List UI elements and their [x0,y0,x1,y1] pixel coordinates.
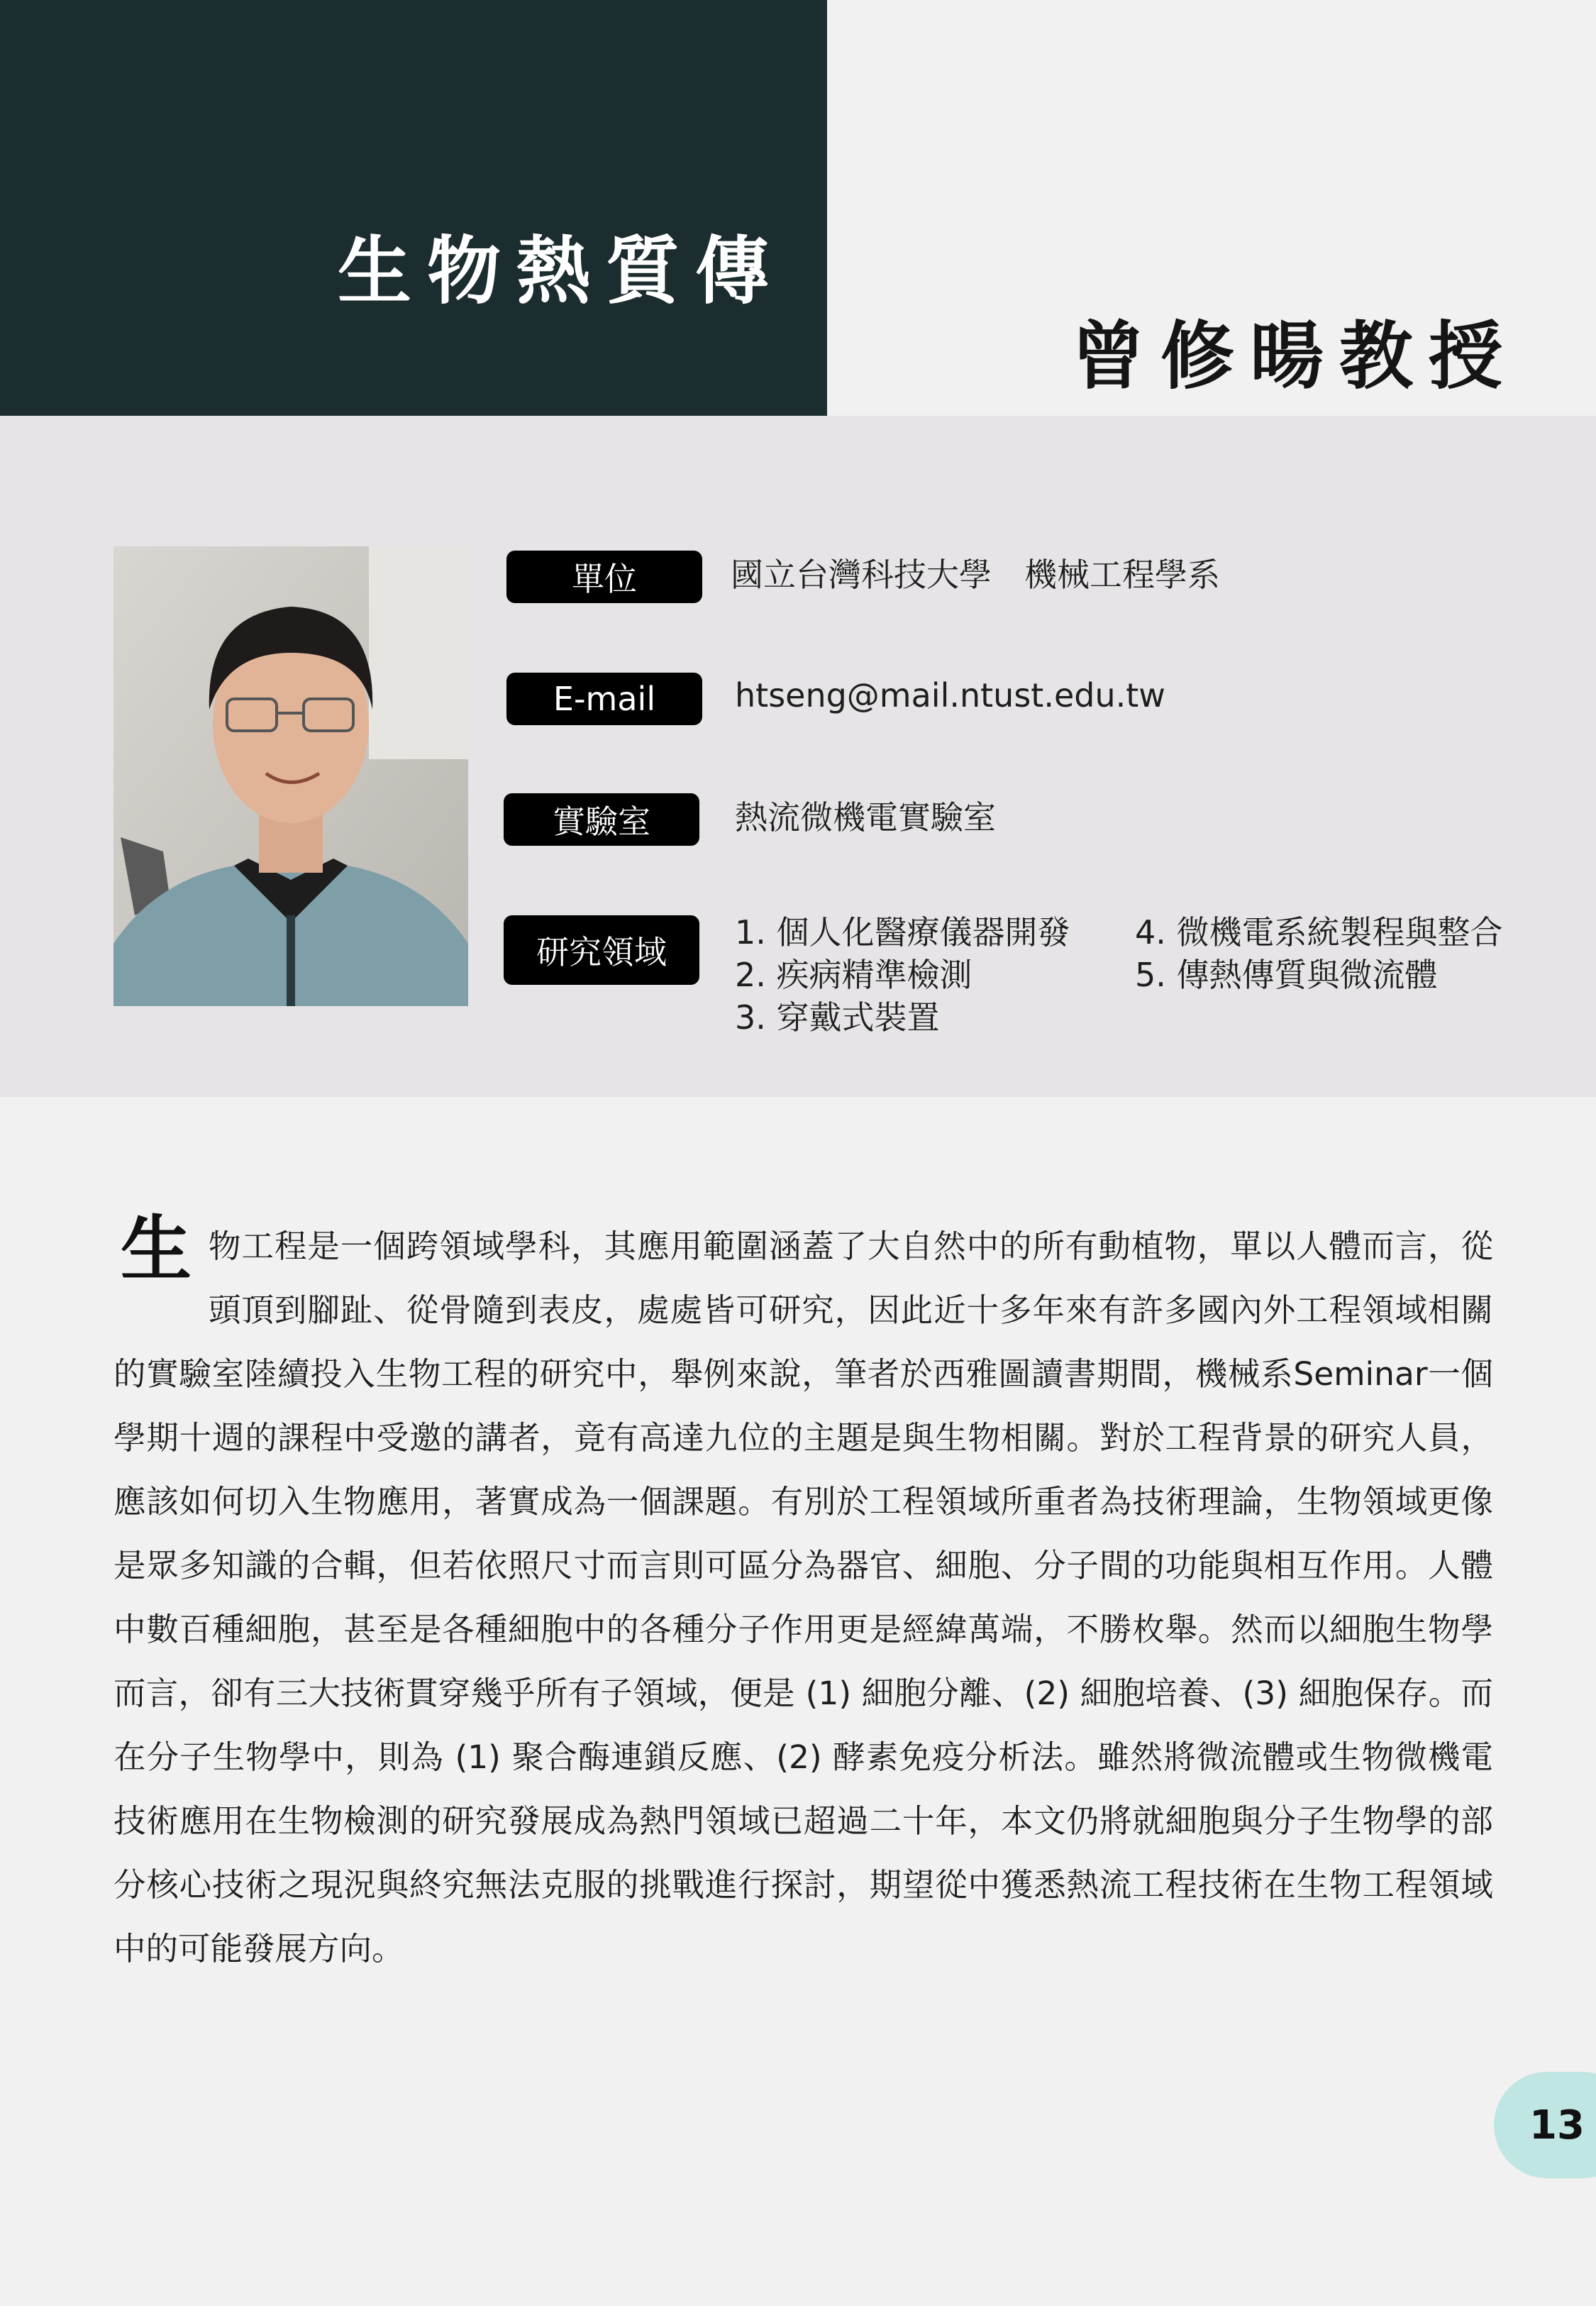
author-photo [113,546,468,1006]
portrait-illustration [113,546,468,1006]
article-body [113,1208,1493,1981]
email-label: E-mail [506,673,702,725]
article-title: 生物熱質傳 [337,227,785,314]
email-value[interactable]: htseng@mail.ntust.edu.tw [735,676,1165,715]
research-list-col2 [1135,911,1503,996]
lab-value: 熱流微機電實驗室 [735,798,996,837]
drop-cap: 生 [121,1208,192,1291]
article-paragraph: 物工程是一個跨領域學科，其應用範圍涵蓋了大自然中的所有動植物，單以人體而言，從頭頂到腳趾、從骨隨到表皮，處處皆可研究，因此近十多年來有許多國內外工程領域相關的實驗室陸續投入生物工程的研究中，舉例來說，筆者於西雅圖讀書期間，機械系Seminar一個學期十週的課程中受邀的講者，竟有高達九位的主題是與生物相關。對於工程背景的研究人員，應該如何切入生物應用，著實成為一個課題。有別於工程領域所重者為技術理論，生物領域更像是眾多知識的合輯，但若依照尺寸而言則可區分為器官、細胞、分子間的功能與相互作用。人體中數百種細胞，甚至是各種細胞中的各種分子作用更是經緯萬端，不勝枚舉。然而以細胞生物學而言，卻有三大技術貫穿幾乎所有子領域，便是 (1) 細胞分離、(2) 細胞培養、(3) 細胞保存。而在分子生物學中，則為 (1) 聚合酶連鎖反應、(2) 酵素免疫分析法。雖然將微流體或生物微機電技術應用在生物檢測的研究發展成為熱門領域已超過二十年，本文仍將就細胞與分子生物學的部分核心技術之現況與終究無法克服的挑戰進行探討，期望從中獲悉熱流工程技術在生物工程領域中的可能發展方向。 [113,1228,1493,1968]
research-label: 研究領域 [504,915,699,985]
page-number: 13 [1529,2102,1585,2148]
unit-value: 國立台灣科技大學 機械工程學系 [731,556,1220,594]
research-item: 5. 傳熱傳質與微流體 [1135,956,1438,994]
author-name: 曾修暘教授 [1070,312,1518,399]
lab-label: 實驗室 [504,793,699,846]
unit-label: 單位 [506,551,702,603]
research-list-col1 [735,911,1070,1039]
research-item: 1. 個人化醫療儀器開發 [735,913,1070,951]
page-number-badge [1494,2072,1596,2178]
research-item: 2. 疾病精準檢測 [735,956,972,994]
research-item: 4. 微機電系統製程與整合 [1135,913,1503,951]
title-banner [0,0,827,416]
research-item: 3. 穿戴式裝置 [735,998,940,1037]
